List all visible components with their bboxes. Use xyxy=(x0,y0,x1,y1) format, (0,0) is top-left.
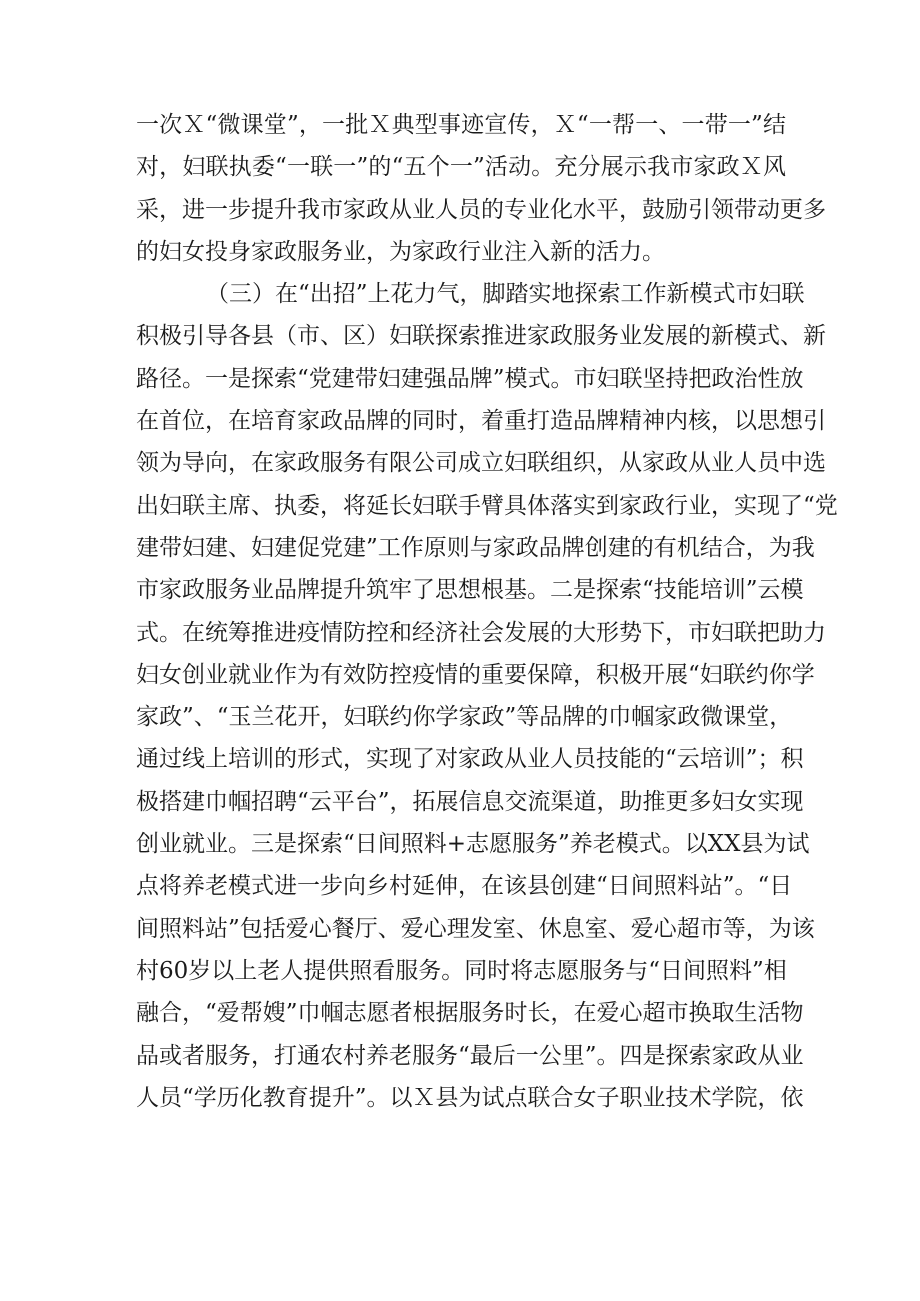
text-line: 家政”、“玉兰花开，妇联约你学家政”等品牌的巾帼家政微课堂， xyxy=(136,704,793,731)
text-line: 人员“学历化教育提升”。以Ｘ县为试点联合女子职业技术学院，依 xyxy=(136,1084,804,1111)
text-line: 极搭建巾帼招聘“云平台”，拓展信息交流渠道，助推更多妇女实现 xyxy=(136,788,804,815)
text-line: 领为导向，在家政服务有限公司成立妇联组织，从家政从业人员中选 xyxy=(136,450,826,477)
paragraph-2 xyxy=(136,273,838,1119)
text-line: 创业就业。三是探索“日间照料+志愿服务”养老模式。以XX县为试 xyxy=(136,831,810,858)
text-line: 通过线上培训的形式，实现了对家政从业人员技能的“云培训”；积 xyxy=(136,746,804,773)
text-line: 建带妇建、妇建促党建”工作原则与家政品牌创建的有机结合，为我 xyxy=(136,534,815,561)
text-line: 间照料站”包括爱心餐厅、爱心理发室、休息室、爱心超市等，为该 xyxy=(136,915,815,942)
text-line: 采，进一步提升我市家政从业人员的专业化水平，鼓励引领带动更多 xyxy=(136,196,826,223)
text-line: 融合，“爱帮嫂”巾帼志愿者根据服务时长，在爱心超市换取生活物 xyxy=(136,1000,804,1027)
paragraph-1 xyxy=(136,104,826,273)
body-text xyxy=(136,104,838,1119)
text-line: 点将养老模式进一步向乡村延伸，在该县创建“日间照料站”。“日 xyxy=(136,873,793,900)
text-line: 在首位，在培育家政品牌的同时，着重打造品牌精神内核，以思想引 xyxy=(136,408,826,435)
text-line: 对，妇联执委“一联一”的“五个一”活动。充分展示我市家政Ｘ风 xyxy=(136,154,786,181)
text-line: 路径。一是探索“党建带妇建强品牌”模式。市妇联坚持把政治性放 xyxy=(136,365,804,392)
text-line: 的妇女投身家政服务业，为家政行业注入新的活力。 xyxy=(136,238,665,265)
section-heading-line: （三）在“出招”上花力气，脚踏实地探索工作新模式市妇联 xyxy=(206,281,805,308)
text-line: 出妇联主席、执委，将延长妇联手臂具体落实到家政行业，实现了“党 xyxy=(136,492,838,519)
text-line: 市家政服务业品牌提升筑牢了思想根基。二是探索“技能培训”云模 xyxy=(136,577,804,604)
text-line: 式。在统筹推进疫情防控和经济社会发展的大形势下，市妇联把助力 xyxy=(136,619,826,646)
text-line: 品或者服务，打通农村养老服务“最后一公里”。四是探索家政从业 xyxy=(136,1042,804,1069)
text-line: 积极引导各县（市、区）妇联探索推进家政服务业发展的新模式、新 xyxy=(136,323,826,350)
text-line: 妇女创业就业作为有效防控疫情的重要保障，积极开展“妇联约你学 xyxy=(136,661,815,688)
text-line: 村60岁以上老人提供照看服务。同时将志愿服务与“日间照料”相 xyxy=(136,957,787,984)
text-line: 一次Ｘ“微课堂”，一批Ｘ典型事迹宣传，Ｘ“一帮一、一带一”结 xyxy=(136,112,786,138)
